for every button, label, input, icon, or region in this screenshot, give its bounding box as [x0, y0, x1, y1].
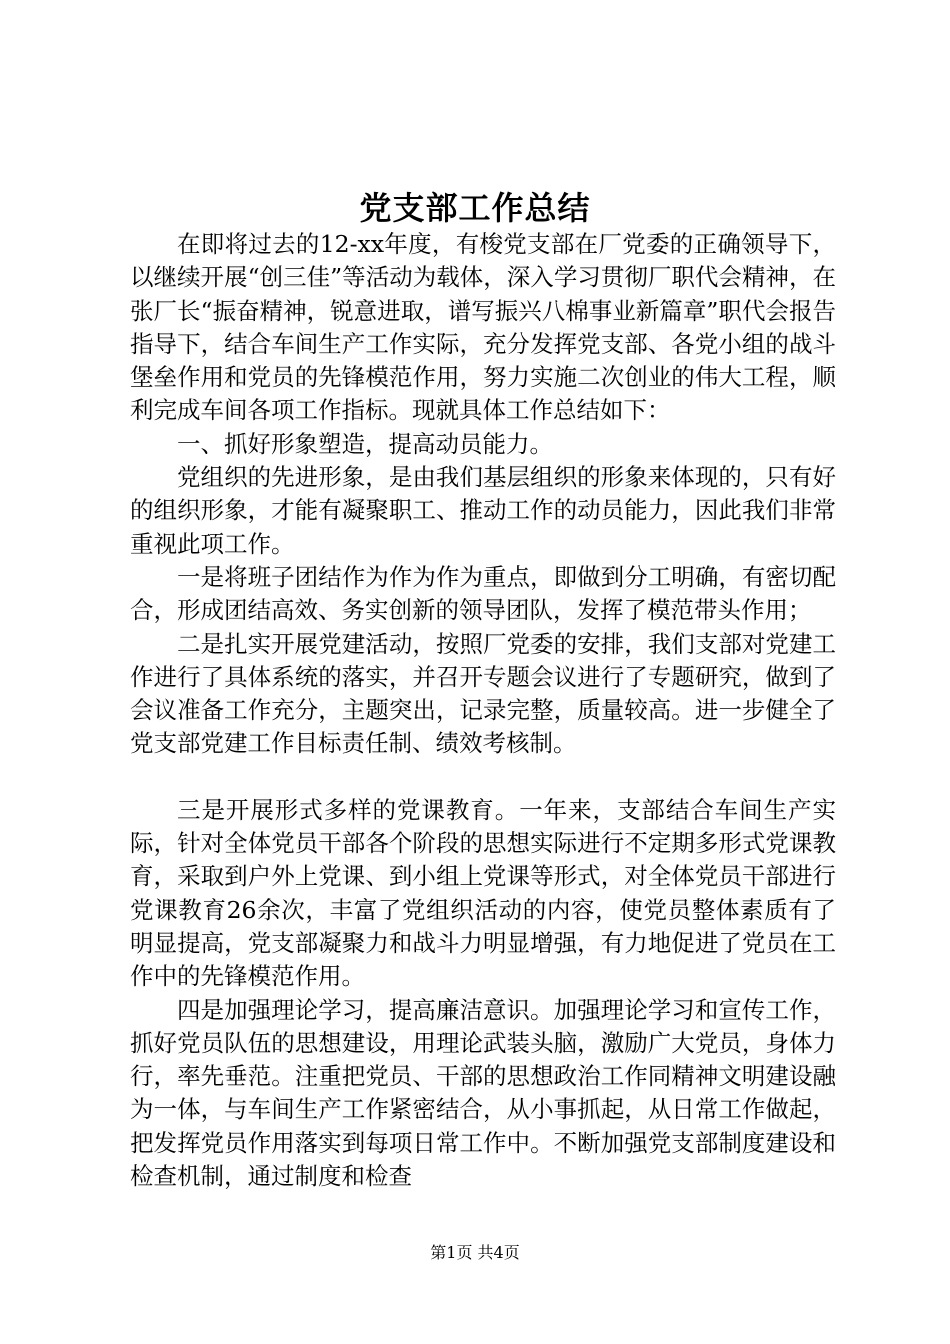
page-number-footer: 第1页 共4页: [430, 1243, 520, 1262]
document-body: [130, 228, 836, 1193]
paragraph-point-four: 四是加强理论学习，提高廉洁意识。加强理论学习和宣传工作，抓好党员队伍的思想建设，用理论武装头脑，激励广大党员，身体力行，率先垂范。注重把党员、干部的思想政治工作同精神文明建设融为一体，与车间生产工作紧密结合，从小事抓起，从日常工作做起，把发挥党员作用落实到每项日常工作中。不断加强党支部制度建设和检查机制，通过制度和检查: [130, 995, 836, 1191]
paragraph-point-three: 三是开展形式多样的党课教育。一年来，支部结合车间生产实际，针对全体党员干部各个阶段的思想实际进行不定期多形式党课教育，采取到户外上党课、到小组上党课等形式，对全体党员干部进行党课教育26余次，丰富了党组织活动的内容，使党员整体素质有了明显提高，党支部凝聚力和战斗力明显增强，有力地促进了党员在工作中的先锋模范作用。: [130, 795, 836, 991]
paragraph-point-two: 二是扎实开展党建活动，按照厂党委的安排，我们支部对党建工作进行了具体系统的落实，并召开专题会议进行了专题研究，做到了会议准备工作充分，主题突出，记录完整，质量较高。进一步健全了党支部党建工作目标责任制、绩效考核制。: [130, 629, 836, 758]
paragraph-image: 党组织的先进形象，是由我们基层组织的形象来体现的，只有好的组织形象，才能有凝聚职工、推动工作的动员能力，因此我们非常重视此项工作。: [130, 463, 836, 558]
paragraph-point-one: 一是将班子团结作为作为作为重点，即做到分工明确，有密切配合，形成团结高效、务实创新的领导团队，发挥了模范带头作用；: [130, 562, 836, 625]
document-title: 党支部工作总结: [359, 189, 591, 227]
paragraph-intro: 在即将过去的12-xx年度，有梭党支部在厂党委的正确领导下，以继续开展“创三佳”等活动为载体，深入学习贯彻厂职代会精神，在张厂长“振奋精神，锐意进取，谱写振兴八棉事业新篇章”职代会报告指导下，结合车间生产工作实际，充分发挥党支部、各党小组的战斗堡垒作用和党员的先锋模范作用，努力实施二次创业的伟大工程，顺利完成车间各项工作指标。现就具体工作总结如下：: [130, 230, 836, 425]
section-heading: 一、抓好形象塑造，提高动员能力。: [177, 429, 553, 458]
